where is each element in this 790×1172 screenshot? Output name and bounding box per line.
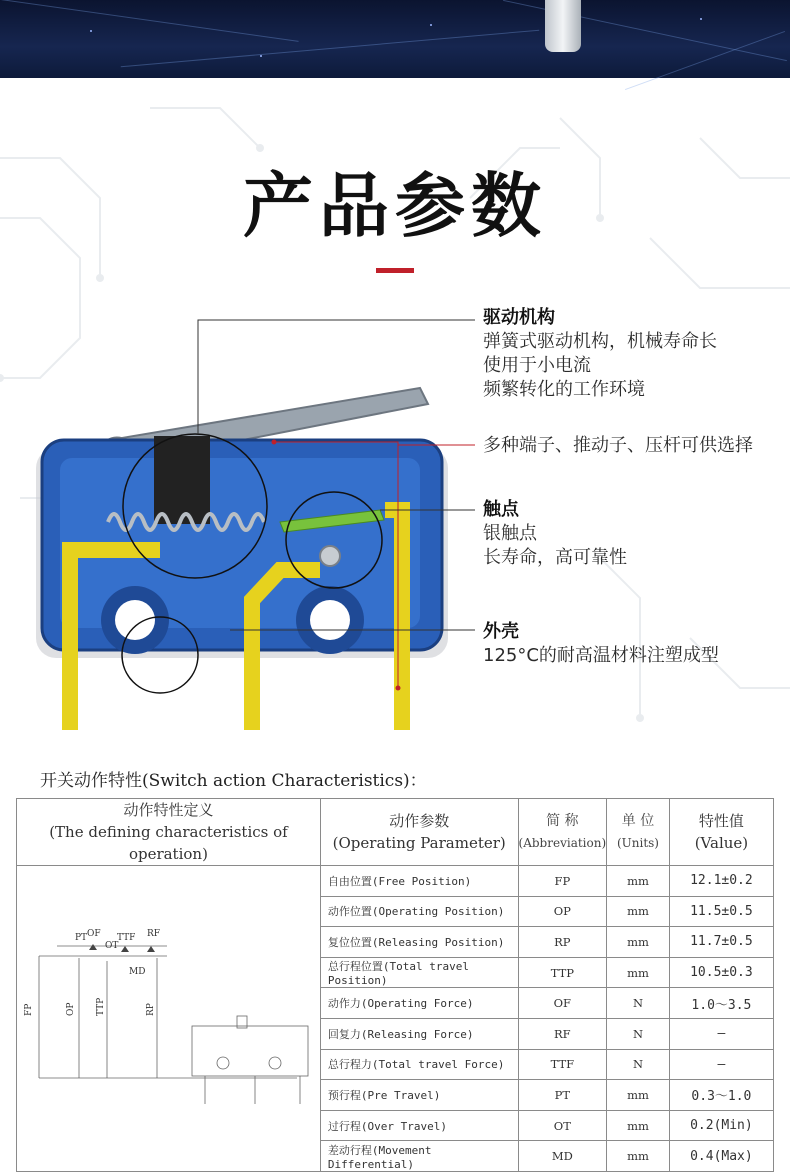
cell-unit: N bbox=[607, 988, 670, 1019]
diagram-label-md: MD bbox=[129, 967, 146, 977]
diagram-label-of: OF bbox=[87, 929, 102, 939]
cell-value: 12.1±0.2 bbox=[669, 866, 773, 897]
cell-param: 动作位置(Operating Position) bbox=[320, 896, 518, 927]
diagram-label-pt: PT bbox=[75, 933, 88, 943]
cell-param: 过行程(Over Travel) bbox=[320, 1110, 518, 1141]
cell-param: 自由位置(Free Position) bbox=[320, 866, 518, 897]
cell-param: 总行程位置(Total travel Position) bbox=[320, 957, 518, 988]
cell-abbr: RF bbox=[518, 1018, 607, 1049]
callout-line: 长寿命，高可靠性 bbox=[483, 547, 627, 568]
diagram-label-ot: OT bbox=[105, 941, 119, 951]
banner-line bbox=[1, 0, 298, 42]
banner-dot bbox=[430, 24, 432, 26]
cell-abbr: RP bbox=[518, 927, 607, 958]
cell-value: 0.3～1.0 bbox=[669, 1080, 773, 1111]
cell-unit: mm bbox=[607, 927, 670, 958]
callout-line: 使用于小电流 bbox=[483, 355, 591, 376]
header-definition: 动作特性定义 (The defining characteristics of operation) bbox=[17, 799, 321, 866]
cell-abbr: MD bbox=[518, 1141, 607, 1172]
callout-line: 频繁转化的工作环境 bbox=[483, 379, 645, 400]
banner-dot bbox=[90, 30, 92, 32]
cell-value: 11.7±0.5 bbox=[669, 927, 773, 958]
cell-unit: mm bbox=[607, 866, 670, 897]
table-row bbox=[17, 866, 774, 897]
callout-head: 触点 bbox=[483, 499, 519, 520]
callout-contact bbox=[483, 498, 627, 570]
mount-hole-right-inner bbox=[310, 600, 350, 640]
table-header-row bbox=[17, 799, 774, 866]
cell-unit: mm bbox=[607, 896, 670, 927]
title-accent-bar bbox=[376, 268, 414, 273]
cell-abbr: TTF bbox=[518, 1049, 607, 1080]
diagram-label-op: OP bbox=[66, 1002, 77, 1016]
cell-param: 复位位置(Releasing Position) bbox=[320, 927, 518, 958]
cell-param: 动作力(Operating Force) bbox=[320, 988, 518, 1019]
header-units: 单 位 (Units) bbox=[607, 799, 670, 866]
cell-unit: mm bbox=[607, 1141, 670, 1172]
header-abbreviation: 简 称 (Abbreviation) bbox=[518, 799, 607, 866]
diagram-label-ttf: TTF bbox=[117, 933, 136, 943]
mount-hole-left-inner bbox=[115, 600, 155, 640]
cell-value: 0.2(Min) bbox=[669, 1110, 773, 1141]
cell-param: 预行程(Pre Travel) bbox=[320, 1080, 518, 1111]
header-value: 特性值 (Value) bbox=[669, 799, 773, 866]
spec-table bbox=[16, 798, 774, 1172]
cell-unit: N bbox=[607, 1049, 670, 1080]
silver-contact bbox=[320, 546, 340, 566]
actuator-plunger bbox=[154, 436, 210, 524]
callout-head: 驱动机构 bbox=[483, 307, 555, 328]
diagram-label-ttp: TTP bbox=[96, 997, 107, 1016]
micro-switch-illustration bbox=[30, 300, 470, 750]
cell-abbr: OT bbox=[518, 1110, 607, 1141]
cell-param: 回复力(Releasing Force) bbox=[320, 1018, 518, 1049]
cell-abbr: OP bbox=[518, 896, 607, 927]
callout-line: 125°C的耐高温材料注塑成型 bbox=[483, 645, 719, 666]
callout-options bbox=[483, 434, 753, 458]
diagram-label-rf: RF bbox=[147, 929, 161, 939]
cell-value: — bbox=[669, 1049, 773, 1080]
diagram-label-rp: RP bbox=[146, 1003, 157, 1016]
cell-value: 1.0～3.5 bbox=[669, 988, 773, 1019]
operation-diagram bbox=[17, 866, 319, 1168]
banner-dot bbox=[700, 18, 702, 20]
cell-unit: N bbox=[607, 1018, 670, 1049]
callout-line: 多种端子、推动子、压杆可供选择 bbox=[483, 435, 753, 456]
cell-abbr: TTP bbox=[518, 957, 607, 988]
callout-head: 外壳 bbox=[483, 621, 519, 642]
cell-value: 0.4(Max) bbox=[669, 1141, 773, 1172]
banner-line bbox=[121, 30, 539, 68]
header-parameter: 动作参数 (Operating Parameter) bbox=[320, 799, 518, 866]
cell-abbr: OF bbox=[518, 988, 607, 1019]
cell-value: 11.5±0.5 bbox=[669, 896, 773, 927]
top-banner bbox=[0, 0, 790, 78]
cell-value: 10.5±0.3 bbox=[669, 957, 773, 988]
cell-unit: mm bbox=[607, 1110, 670, 1141]
operation-diagram-cell bbox=[17, 866, 321, 1172]
cell-abbr: PT bbox=[518, 1080, 607, 1111]
callout-drive-mechanism bbox=[483, 306, 717, 402]
diagram-label-fp: FP bbox=[24, 1003, 35, 1016]
cell-param: 差动行程(Movement Differential) bbox=[320, 1141, 518, 1172]
cell-param: 总行程力(Total travel Force) bbox=[320, 1049, 518, 1080]
callout-housing bbox=[483, 620, 719, 668]
banner-product-image bbox=[545, 0, 581, 52]
callout-line: 银触点 bbox=[483, 523, 537, 544]
cell-abbr: FP bbox=[518, 866, 607, 897]
banner-dot bbox=[260, 55, 262, 57]
page-title: 产品参数 bbox=[243, 165, 547, 247]
cell-value: — bbox=[669, 1018, 773, 1049]
cell-unit: mm bbox=[607, 957, 670, 988]
callout-line: 弹簧式驱动机构，机械寿命长 bbox=[483, 331, 717, 352]
section-heading: 开关动作特性(Switch action Characteristics)： bbox=[40, 771, 427, 791]
cell-unit: mm bbox=[607, 1080, 670, 1111]
